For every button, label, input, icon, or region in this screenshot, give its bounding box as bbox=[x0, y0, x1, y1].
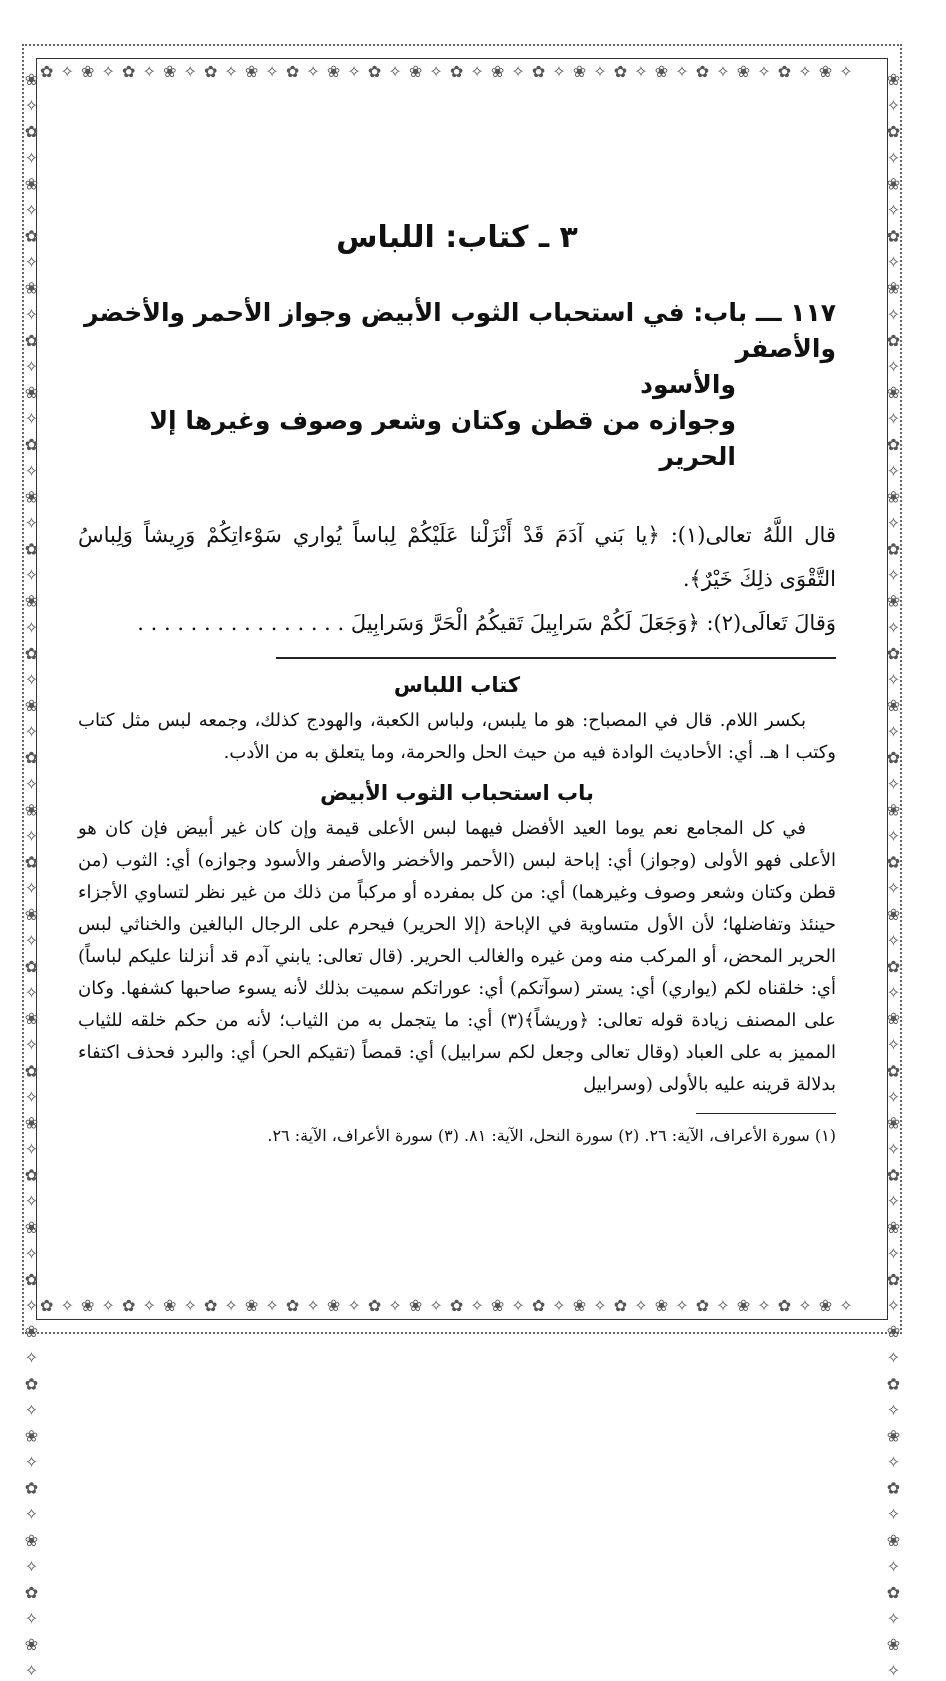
book-title: ٣ ـ كتاب: اللباس bbox=[336, 220, 578, 255]
chapter-heading-line-2: والأسود bbox=[640, 370, 736, 399]
page-content bbox=[78, 200, 836, 1290]
commentary-heading-chapter: باب استحباب الثوب الأبيض bbox=[320, 781, 594, 805]
commentary-heading-book: كتاب اللباس bbox=[393, 673, 521, 697]
chapter-heading-line-3: وجوازه من قطن وكتان وشعر وصوف وغيرها إلا الحرير bbox=[149, 406, 736, 471]
ornament-band-right: ❀ ✧ ✿ ✧ ❀ ✧ ✿ ✧ ❀ ✧ ✿ ✧ ❀ ✧ ✿ ✧ ❀ ✧ ✿ ✧ ❀ ✧ ✿ ✧ ❀ ✧ ✿ ✧ ❀ ✧ ✿ ✧ ❀ ✧ ✿ ✧ ❀ ✧ ✿ ✧ ❀ ✧ ✿ ✧ ❀ ✧ ✿ ✧ ❀ ✧ ✿ ✧ ❀ ✧ ✿ ✧ ❀ ✧ ✿ ✧ ❀ ✧ bbox=[884, 70, 903, 1681]
ornament-band-top: ✿ ✧ ❀ ✧ ✿ ✧ ❀ ✧ ✿ ✧ ❀ ✧ ✿ ✧ ❀ ✧ ✿ ✧ ❀ ✧ ✿ ✧ ❀ ✧ ✿ ✧ ❀ ✧ ✿ ✧ ❀ ✧ ✿ ✧ ❀ ✧ ✿ ✧ ❀ ✧ bbox=[40, 62, 854, 81]
ornament-band-bottom: ✿ ✧ ❀ ✧ ✿ ✧ ❀ ✧ ✿ ✧ ❀ ✧ ✿ ✧ ❀ ✧ ✿ ✧ ❀ ✧ ✿ ✧ ❀ ✧ ✿ ✧ ❀ ✧ ✿ ✧ ❀ ✧ ✿ ✧ ❀ ✧ ✿ ✧ ❀ ✧ bbox=[40, 1296, 854, 1315]
chapter-heading-line-1: ١١٧ ـــ باب: في استحباب الثوب الأبيض وجواز الأحمر والأخضر والأصفر bbox=[84, 298, 836, 363]
commentary-paragraph-1: بكسر اللام. قال في المصباح: هو ما يلبس، ولباس الكعبة، والهودج كذلك، وجمعه لبس مثل كتاب وكتب ا هـ. أي: الأحاديث الوادة فيه من حيث الحل والحرمة، وما يتعلق به من الأدب. bbox=[78, 710, 836, 763]
verse-1: قال اللَّهُ تعالى(١): ﴿يا بَني آدَمَ قَدْ أَنْزَلْنا عَلَيْكُمْ لِباساً يُواري سَوْءاتِكُمْ وَرِيشاً وَلِباسُ التَّقْوَى ذلِكَ خَيْرٌ﴾. bbox=[78, 523, 836, 591]
commentary-paragraph-2: في كل المجامع نعم يوما العيد الأفضل فيهما لبس الأعلى قيمة وإن كان غير أبيض فإن كان هو الأعلى فهو الأولى (وجواز) أي: إباحة لبس (الأحمر والأخضر والأصفر والأسود وجوازه) أي: الثوب (من قطن وكتان وشعر وصوف وغيرهما) أي: من كل بمفرده أو مركباً من ذلك من غير نظر لتساوي الأجزاء حينئذ وتفاضلها؛ لأن الأول متساوية في الإباحة (إلا الحرير) فيحرم على الرجال البالغين والخناثي لبس الحرير المحض، أو المركب منه ومن غيره والغالب الحرير. (قال تعالى: يابني آدم قد أنزلنا عليكم لباساً) أي: خلقناه لكم (يواري) أي: يستر (سوآتكم) أي: عوراتكم سميت بذلك لأنه يسوء صاحبها كشفها. وكان على المصنف زيادة قوله تعالى: ﴿وريشاً﴾(٣) أي: ما يتجمل به من الثياب؛ لأنه من حكم خلقه للثياب المميز به على العباد (وقال تعالى وجعل لكم سرابيل) أي: قمصاً (تقيكم الحر) أي: والبرد فحذف اكتفاء بدلالة قرينه عليه بالأولى (وسرابيل bbox=[78, 818, 836, 1095]
footnotes: (١) سورة الأعراف، الآية: ٢٦. (٢) سورة النحل، الآية: ٨١. (٣) سورة الأعراف، الآية: ٢٦. bbox=[267, 1126, 836, 1145]
commentary-divider bbox=[276, 657, 836, 659]
ornament-band-left: ❀ ✧ ✿ ✧ ❀ ✧ ✿ ✧ ❀ ✧ ✿ ✧ ❀ ✧ ✿ ✧ ❀ ✧ ✿ ✧ ❀ ✧ ✿ ✧ ❀ ✧ ✿ ✧ ❀ ✧ ✿ ✧ ❀ ✧ ✿ ✧ ❀ ✧ ✿ ✧ ❀ ✧ ✿ ✧ ❀ ✧ ✿ ✧ ❀ ✧ ✿ ✧ ❀ ✧ ✿ ✧ ❀ ✧ ✿ ✧ ❀ ✧ bbox=[22, 70, 41, 1681]
chapter-heading bbox=[78, 295, 836, 475]
quran-verses bbox=[78, 513, 836, 645]
footnote-divider bbox=[696, 1113, 836, 1114]
verse-2: وَقالَ تَعالَى(٢): ﴿وَجَعَلَ لَكُمْ سَرابِيلَ تَقيكُمُ الْحَرَّ وَسَرابِيلَ . . . . . . . . . . . . . . . . bbox=[137, 611, 836, 635]
